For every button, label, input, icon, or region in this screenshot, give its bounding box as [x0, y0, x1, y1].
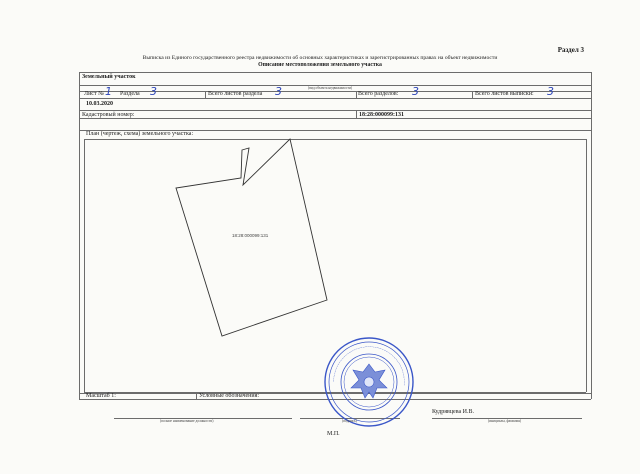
eagle-emblem-icon — [351, 364, 387, 398]
total-sheets-value: 3 — [547, 85, 554, 98]
object-type-caption: (вид объекта недвижимости) — [308, 86, 353, 90]
parcel-number-label: 18:28:000099:131 — [232, 233, 269, 238]
section-number: Раздел 3 — [557, 46, 584, 54]
plan-label: План (чертеж, схема) земельного участка: — [86, 131, 194, 137]
official-name: Кудрявцева И.В. — [432, 409, 474, 415]
object-type: Земельный участок — [82, 74, 136, 80]
initials-caption: (инициалы, фамилия) — [488, 419, 522, 423]
position-caption: (полное наименование должности) — [160, 419, 214, 423]
section-value: 3 — [150, 85, 157, 98]
section-sheets-value: 3 — [275, 85, 282, 98]
cadastral-number: 18:28:000099:131 — [359, 112, 404, 118]
section-sheets-label: Всего листов раздела — [208, 91, 263, 97]
legend-label: Условные обозначения: — [199, 393, 260, 399]
cadastral-label: Кадастровый номер: — [82, 112, 135, 118]
sheet-label: Лист № — [84, 91, 104, 97]
signature-caption: (подпись) — [342, 419, 357, 423]
total-sections-label: Всего разделов: — [358, 91, 399, 97]
issue-date: 10.03.2020 — [86, 101, 113, 107]
document-title: Выписка из Единого государственного реестра недвижимости об основных характеристиках и зарегистрированных правах на объект недвижимости — [142, 55, 498, 61]
total-sheets-label: Всего листов выписки: — [475, 91, 534, 97]
section-label: Раздела — [120, 91, 140, 97]
sheet-value: 1 — [105, 85, 112, 98]
scale-label: Масштаб 1: — [86, 393, 116, 399]
seal-label: М.П. — [327, 431, 340, 437]
svg-text:~~~~~~~~~~~~~~~~~~~~~~~~~~~~~~: ~~~~~~~~~~~~~~~~~~~~~~~~~~~~~~~~~~~~~~~~~~~~~~~ — [330, 343, 408, 386]
official-seal — [315, 328, 423, 436]
document-subtitle: Описание местоположения земельного участка — [258, 62, 382, 68]
total-sections-value: 3 — [412, 85, 419, 98]
